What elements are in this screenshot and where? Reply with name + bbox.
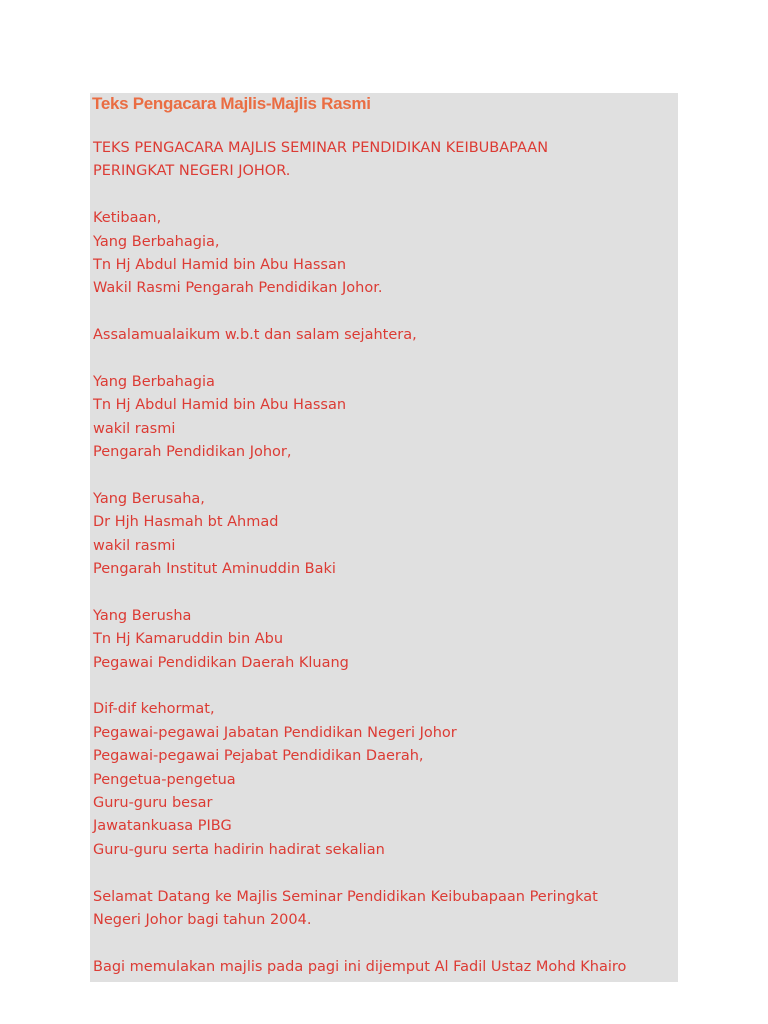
paragraph	[93, 137, 677, 184]
text-line: Wakil Rasmi Pengarah Pendidikan Johor.	[93, 280, 383, 297]
text-line: Assalamualaikum w.b.t dan salam sejahtera,	[93, 327, 417, 344]
paragraph	[93, 956, 677, 979]
text-line: Dr Hjh Hasmah bt Ahmad	[93, 514, 279, 531]
text-line: Tn Hj Abdul Hamid bin Abu Hassan	[93, 256, 347, 273]
text-line: Yang Berbahagia	[93, 373, 215, 390]
text-line: Bagi memulakan majlis pada pagi ini dijemput Al Fadil Ustaz Mohd Khairo	[93, 958, 627, 975]
document-body	[93, 137, 677, 982]
paragraph	[93, 698, 677, 862]
text-line: Pengetua-pengetua	[93, 771, 236, 788]
text-line: Pegawai-pegawai Pejabat Pendidikan Daerah,	[93, 748, 424, 765]
paragraph	[93, 324, 677, 347]
text-line: Tn Hj Abdul Hamid bin Abu Hassan	[93, 397, 347, 414]
paragraph	[93, 488, 677, 582]
text-line: PERINGKAT NEGERI JOHOR.	[93, 163, 291, 180]
text-line: wakil rasmi	[93, 420, 176, 437]
text-line: Dif-dif kehormat,	[93, 701, 215, 718]
text-line: Pegawai-pegawai Jabatan Pendidikan Negeri Johor	[93, 724, 457, 741]
text-line: Guru-guru besar	[93, 794, 213, 811]
document-title: Teks Pengacara Majlis-Majlis Rasmi	[92, 94, 371, 113]
text-line: Jawatankuasa PIBG	[93, 818, 232, 835]
text-line: Selamat Datang ke Majlis Seminar Pendidikan Keibubapaan Peringkat	[93, 888, 598, 905]
paragraph	[93, 371, 677, 465]
paragraph	[93, 605, 677, 675]
document-panel	[90, 93, 678, 982]
text-line: Ketibaan,	[93, 210, 162, 227]
text-line: Negeri Johor bagi tahun 2004.	[93, 911, 312, 928]
text-line: Yang Berbahagia,	[93, 233, 220, 250]
text-line: Guru-guru serta hadirin hadirat sekalian	[93, 841, 385, 858]
paragraph	[93, 207, 677, 301]
text-line: Yang Berusha	[93, 607, 192, 624]
text-line: Tn Hj Kamaruddin bin Abu	[93, 631, 284, 648]
text-line: TEKS PENGACARA MAJLIS SEMINAR PENDIDIKAN KEIBUBAPAAN	[93, 140, 549, 156]
text-line: Pegawai Pendidikan Daerah Kluang	[93, 654, 349, 671]
text-line: Yang Berusaha,	[93, 490, 205, 507]
text-line: wakil rasmi	[93, 537, 176, 554]
text-line: Pengarah Institut Aminuddin Baki	[93, 561, 336, 578]
text-line: Pengarah Pendidikan Johor,	[93, 444, 292, 461]
paragraph	[93, 886, 677, 933]
